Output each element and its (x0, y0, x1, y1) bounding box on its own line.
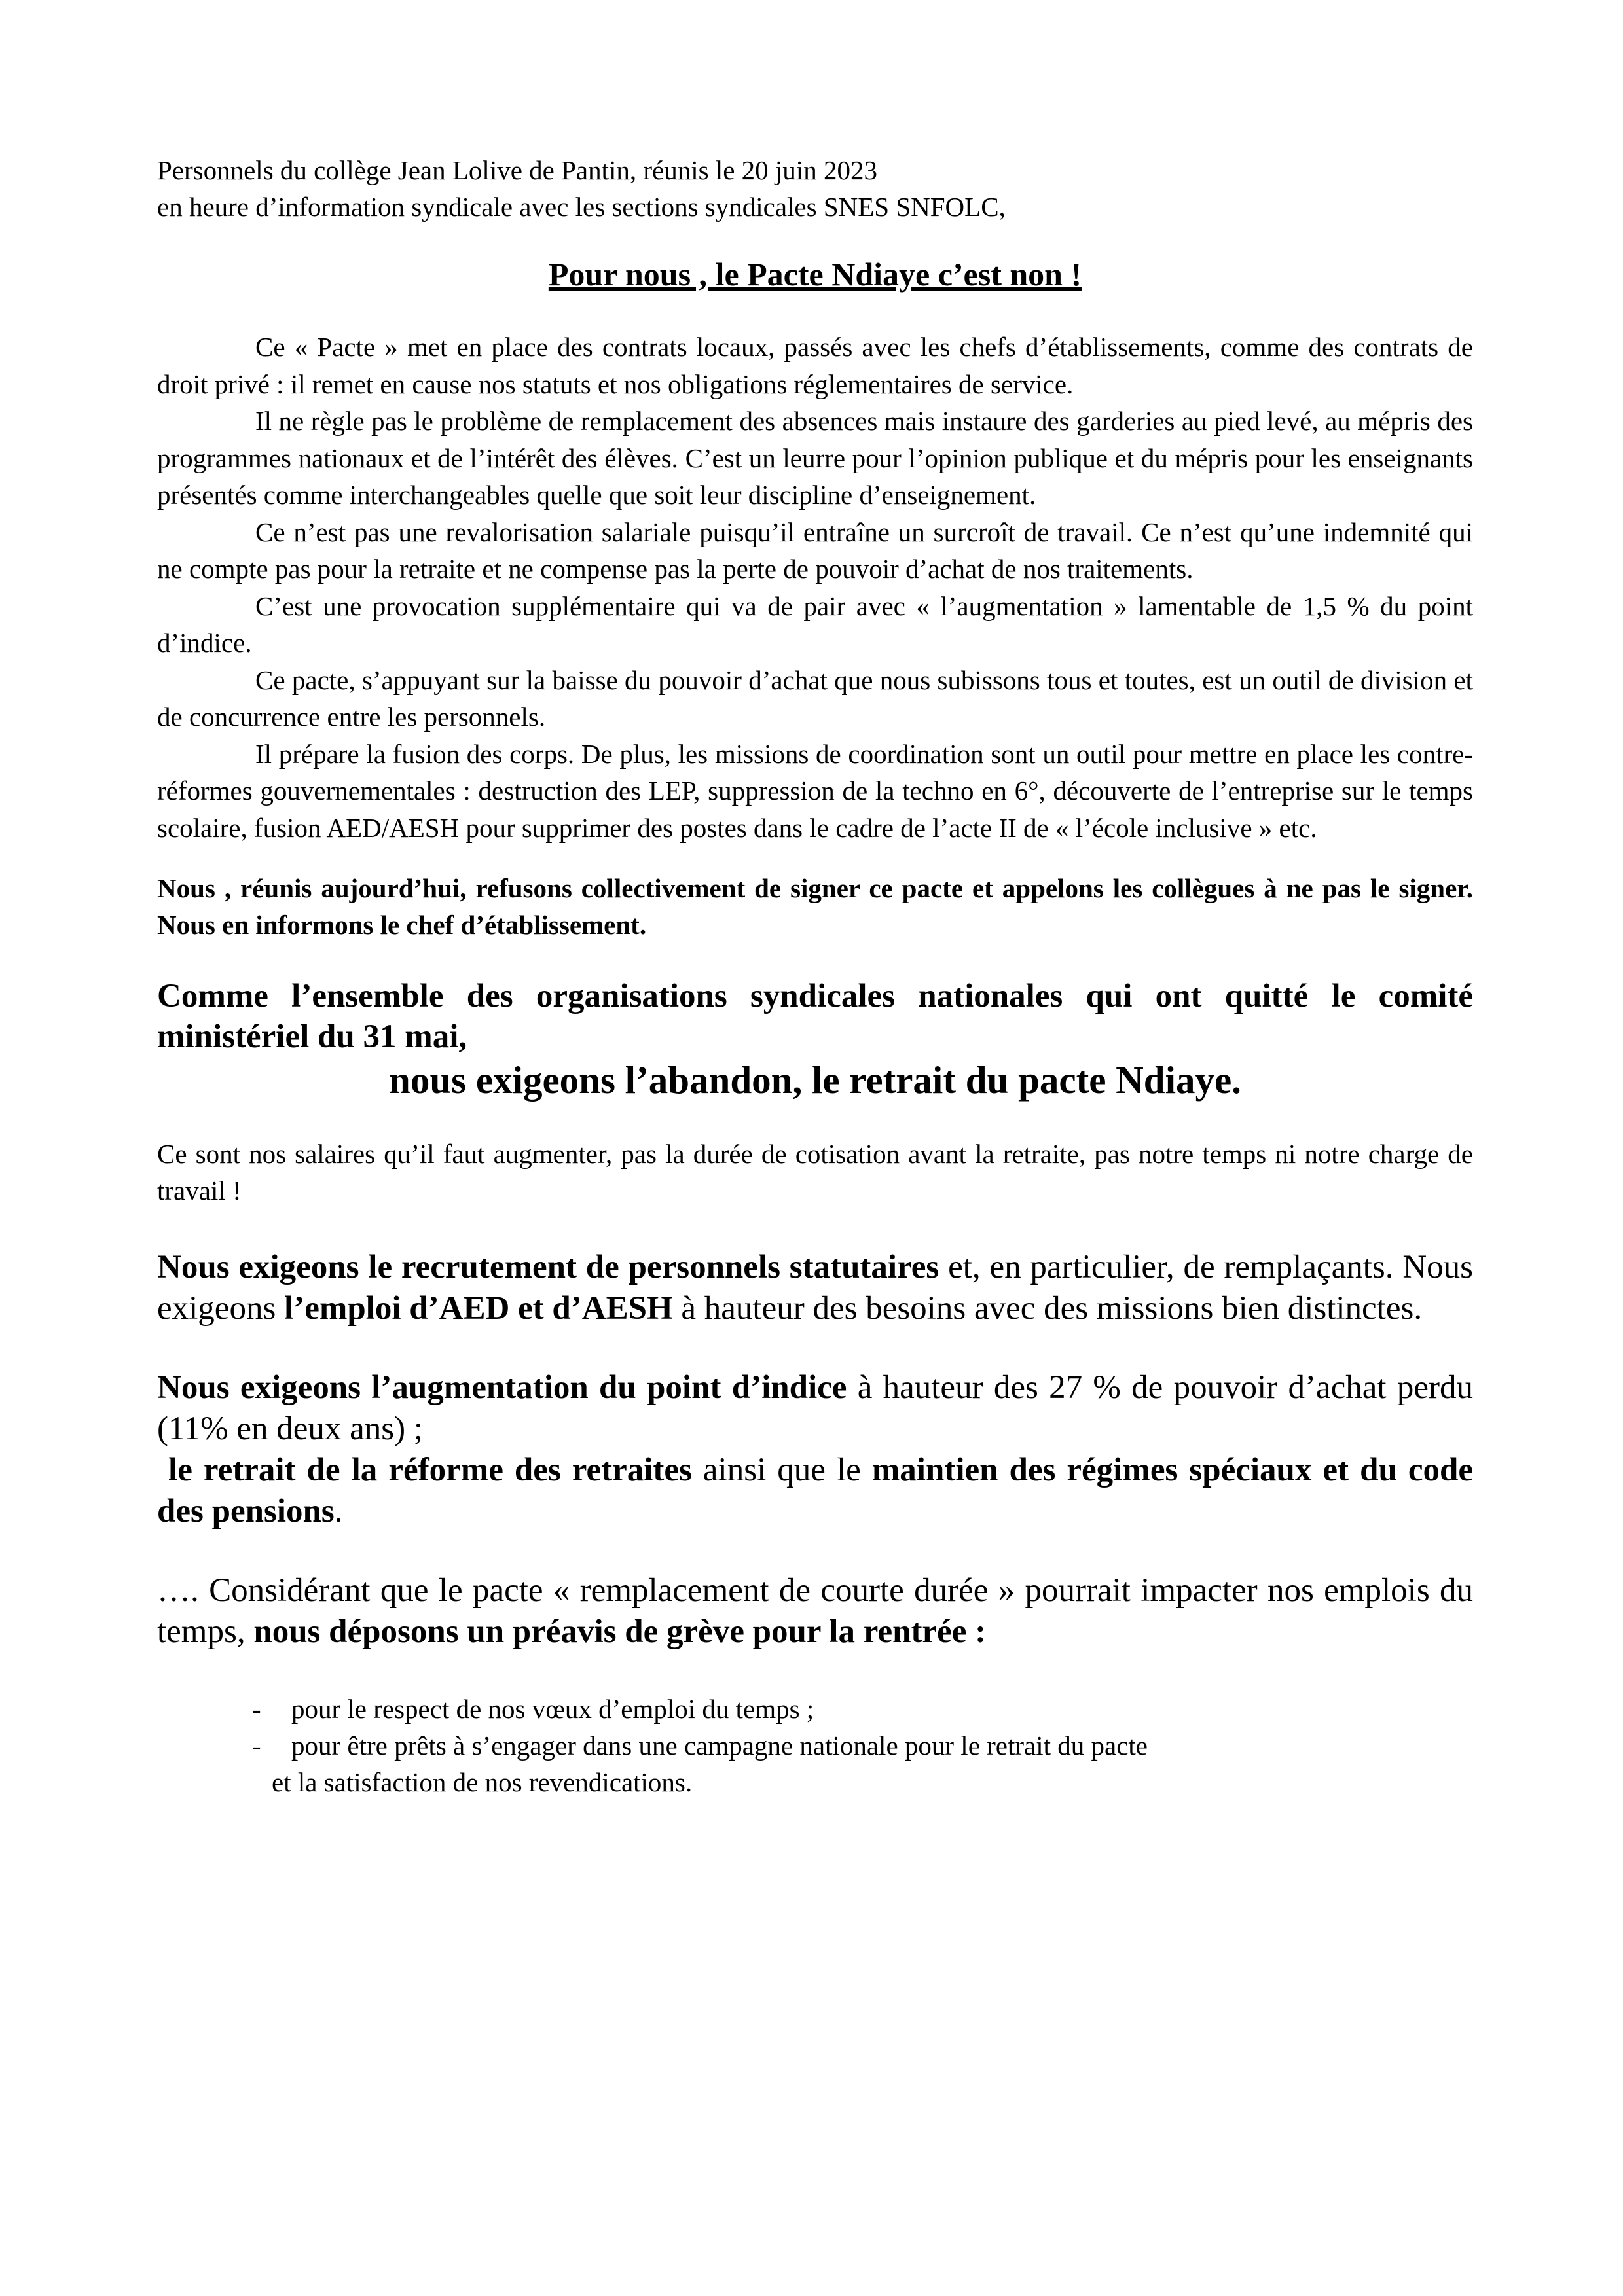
strike-bold-1: nous déposons un préavis de grève pour la rentrée : (253, 1613, 987, 1650)
pensions-text-2: . (334, 1493, 343, 1530)
index-demand (157, 1367, 1473, 1450)
header-line-1: Personnels du collège Jean Lolive de Pantin, réunis le 20 juin 2023 (157, 155, 877, 185)
pensions-bold-1: le retrait de la réforme des retraites (168, 1452, 692, 1488)
paragraph-6: Il prépare la fusion des corps. De plus, les missions de coordination sont un outil pour mettre en place les contre-réformes gouvernementales : destruction des LEP, suppression de la techno en 6°, découverte de l’entreprise sur le temps scolaire, fusion AED/AESH pour supprimer des postes dans le cadre de l’acte II de « l’école inclusive » etc. (157, 738, 1473, 843)
recruitment-text-2: à hauteur des besoins avec des missions bien distinctes. (672, 1290, 1423, 1327)
refusal-statement: Nous , réunis aujourd’hui, refusons collectivement de signer ce pacte et appelons les collègues à ne pas le signer. Nous en informons le chef d’établissement. (157, 873, 1473, 940)
recruitment-bold-2: l’emploi d’AED et d’AESH (284, 1290, 673, 1327)
salaries-statement: Ce sont nos salaires qu’il faut augmenter, pas la durée de cotisation avant la retraite, pas notre temps ni notre charge de travail ! (157, 1139, 1473, 1206)
header (157, 152, 1473, 225)
index-text-1: à hauteur des 27 % de pouvoir d’achat perdu (11% en deux ans) ; (157, 1369, 1473, 1447)
paragraph-4: C’est une provocation supplémentaire qui va de pair avec « l’augmentation » lamentable de 1,5 % du point d’indice. (157, 590, 1473, 658)
paragraph-2: Il ne règle pas le problème de remplacement des absences mais instaure des garderies au pied levé, au mépris des programmes nationaux et de l’intérêt des élèves. C’est un leurre pour l’opinion publique et du mépris pour les enseignants présentés comme interchangeables quelle que soit leur discipline d’enseignement. (157, 406, 1473, 510)
recruitment-text-1: et, en particulier, de remplaçants. Nous exigeons (157, 1249, 1473, 1327)
strike-text-1: …. Considérant que le pacte « remplacement de courte durée » pourrait impacter nos emplois du temps, (157, 1572, 1473, 1650)
pensions-text-1: ainsi que le (691, 1452, 872, 1488)
demand-main: nous exigeons l’abandon, le retrait du pacte Ndiaye. (389, 1058, 1241, 1102)
list-item-text-2: pour être prêts à s’engager dans une campagne nationale pour le retrait du pacte (291, 1731, 1148, 1761)
list-item-text-1: pour le respect de nos vœux d’emploi du temps ; (291, 1694, 814, 1724)
pensions-demand (157, 1450, 1473, 1532)
paragraph-1: Ce « Pacte » met en place des contrats locaux, passés avec les chefs d’établissements, comme des contrats de droit privé : il remet en cause nos statuts et nos obligations réglementaires de service. (157, 332, 1473, 399)
list-item: - pour le respect de nos vœux d’emploi du temps ; (252, 1694, 814, 1724)
recruitment-bold-1: Nous exigeons le recrutement de personnels statutaires (157, 1249, 939, 1285)
header-line-2: en heure d’information syndicale avec les sections syndicales SNES SNFOLC, (157, 192, 1006, 222)
strike-reasons-list (157, 1691, 1473, 1801)
strike-notice (157, 1570, 1473, 1653)
list-item-continuation: et la satisfaction de nos revendications. (272, 1767, 693, 1797)
paragraph-3: Ce n’est pas une revalorisation salariale puisqu’il entraîne un surcroît de travail. Ce n’est qu’une indemnité qui ne compte pas pour la retraite et ne compense pas la perte de pouvoir d’achat de nos traitements. (157, 516, 1473, 584)
paragraph-5: Ce pacte, s’appuyant sur la baisse du pouvoir d’achat que nous subissons tous et toutes, est un outil de division et de concurrence entre les personnels. (157, 664, 1473, 732)
list-item: - pour être prêts à s’engager dans une campagne nationale pour le retrait du pacte et la satisfaction de nos revendications. (252, 1731, 1148, 1797)
demand-intro: Comme l’ensemble des organisations syndicales nationales qui ont quitté le comité ministériel du 31 mai, (157, 978, 1473, 1055)
pensions-bold-2: maintien des régimes spéciaux et du code des pensions (157, 1452, 1473, 1530)
recruitment-demand (157, 1247, 1473, 1329)
document-content (157, 152, 1473, 1801)
document-title: Pour nous , le Pacte Ndiaye c’est non ! (548, 256, 1082, 293)
index-bold-1: Nous exigeons l’augmentation du point d’indice (157, 1369, 847, 1406)
argument-paragraphs (157, 329, 1473, 846)
